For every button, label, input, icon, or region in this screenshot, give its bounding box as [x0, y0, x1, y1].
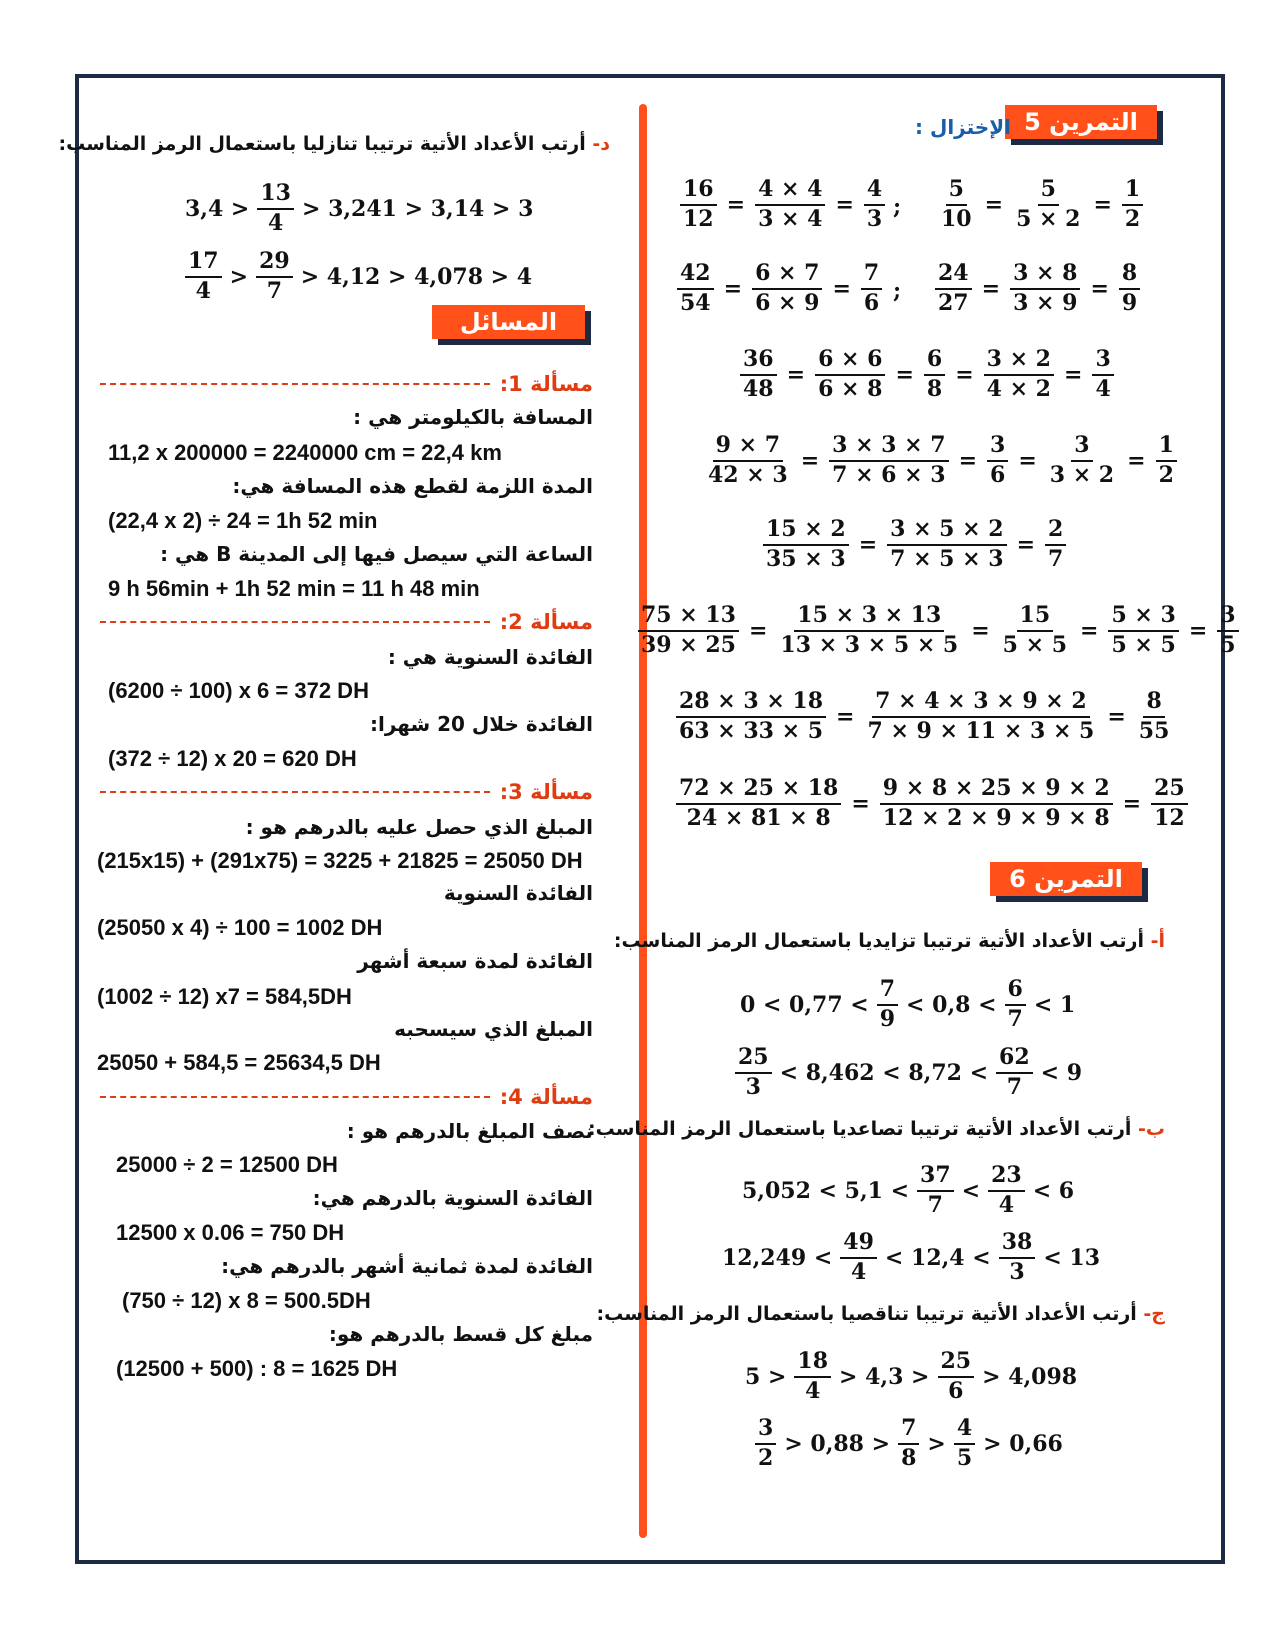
question-d: د- أرتب الأعداد الأتية ترتيبا تنازليا باستعمال الرمز المناسب: [58, 133, 610, 155]
p2-line-2: الفائدة خلال 20 شهرا: [369, 712, 593, 736]
simplification-row-8: $\frac{72 \times 25 \times 18}{24 \times 81 \times 8}$ = $\frac{9 \times 8 \times 25 \times 9 \times 2}{12 \times 2 \times 9 \times 9 \times 8}$ = $\frac{25}{12}$ [676, 775, 1188, 832]
problem-3-header: مسألة 3: [100, 780, 593, 804]
simplification-row-7: $\frac{28 \times 3 \times 18}{63 \times 33 \times 5}$ = $\frac{7 \times 4 \times 3 \times 9 \times 2}{7 \times 9 \times 11 \times 3 \times 5}$ = $\frac{8}{55}$ [676, 688, 1172, 745]
p3-line-4: المبلغ الذي سيسحبه [394, 1017, 593, 1041]
p1-line-1: المسافة بالكيلومتر هي : [353, 405, 593, 429]
separator: ; [893, 278, 902, 304]
p4-line-1: نصف المبلغ بالدرهم هو : [346, 1119, 593, 1143]
p1-line-2: المدة اللزمة لقطع هذه المسافة هي: [232, 474, 593, 498]
p1-calc-1: 11,2 x 200000 = 2240000 cm = 22,4 km [108, 440, 502, 465]
order-b-line-1: 5,052 < 5,1 < $\frac{37}{7}$ < $\frac{23}{4}$ < 6 [742, 1162, 1075, 1218]
simplification-row-1b: $\frac{5}{10}$ = $\frac{5}{5 \times 2}$ = $\frac{1}{2}$ [938, 176, 1143, 233]
p1-calc-3: 9 h 56min + 1h 52 min = 11 h 48 min [108, 576, 480, 601]
p3-calc-4: 25050 + 584,5 = 25634,5 DH [97, 1050, 381, 1075]
p2-calc-2: (372 ÷ 12) x 20 = 620 DH [108, 746, 357, 771]
p3-calc-2: (25050 x 4) ÷ 100 = 1002 DH [97, 915, 383, 940]
p4-calc-3: (750 ÷ 12) x 8 = 500.5DH [122, 1288, 371, 1313]
question-b: ب- أرتب الأعداد الأتية ترتيبا تصاعديا باستعمال الرمز المناسب: [587, 1118, 1165, 1140]
exercise-5-banner: التمرين 5 [1005, 105, 1157, 139]
p4-calc-4: (12500 + 500) : 8 = 1625 DH [116, 1356, 398, 1381]
order-b-line-2: 12,249 < $\frac{49}{4}$ < 12,4 < $\frac{38}{3}$ < 13 [722, 1229, 1101, 1285]
simplification-heading: الإختزال : [915, 115, 1011, 139]
p2-calc-1: (6200 ÷ 100) x 6 = 372 DH [108, 678, 369, 703]
order-a-line-1: 0 < 0,77 < $\frac{7}{9}$ < 0,8 < $\frac{6}{7}$ < 1 [740, 976, 1076, 1032]
problem-2-header: مسألة 2: [100, 610, 593, 634]
order-d-line-1: 3,4 > $\frac{13}{4}$ > 3,241 > 3,14 > 3 [185, 180, 534, 236]
problem-1-header: مسألة 1: [100, 372, 593, 396]
simplification-row-2a: $\frac{42}{54}$ = $\frac{6 \times 7}{6 \times 9}$ = $\frac{7}{6}$ [677, 260, 882, 317]
separator: ; [893, 194, 902, 220]
simplification-row-5: $\frac{15 \times 2}{35 \times 3}$ = $\frac{3 \times 5 \times 2}{7 \times 5 \times 3}$ = $\frac{2}{7}$ [763, 516, 1066, 573]
p3-calc-3: (1002 ÷ 12) x7 = 584,5DH [97, 984, 352, 1009]
p3-calc-1: (215x15) + (291x75) = 3225 + 21825 = 25050 DH [97, 848, 583, 873]
simplification-row-2b: $\frac{24}{27}$ = $\frac{3 \times 8}{3 \times 9}$ = $\frac{8}{9}$ [935, 260, 1140, 317]
p1-line-3: الساعة التي سيصل فيها إلى المدينة B هي : [160, 542, 593, 566]
p2-line-1: الفائدة السنوية هي : [387, 645, 593, 669]
problems-banner: المسائل [432, 305, 585, 339]
simplification-row-1a: $\frac{16}{12}$ = $\frac{4 \times 4}{3 \times 4}$ = $\frac{4}{3}$ [680, 176, 885, 233]
question-a: أ- أرتب الأعداد الأتية ترتيبا تزايديا باستعمال الرمز المناسب: [613, 930, 1165, 952]
problem-4-header: مسألة 4: [100, 1085, 593, 1109]
p3-line-2: الفائدة السنوية [443, 881, 593, 905]
simplification-row-4: $\frac{9 \times 7}{42 \times 3}$ = $\frac{3 \times 3 \times 7}{7 \times 6 \times 3}$ = $\frac{3}{6}$ = $\frac{3}{3 \times 2}$ = $\frac{1}{2}$ [705, 432, 1177, 489]
p1-calc-2: (22,4 x 2) ÷ 24 = 1h 52 min [108, 508, 378, 533]
p4-line-2: الفائدة السنوية بالدرهم هي: [312, 1186, 593, 1210]
p3-line-1: المبلغ الذي حصل عليه بالدرهم هو : [245, 815, 593, 839]
simplification-row-6: $\frac{75 \times 13}{39 \times 25}$ = $\frac{15 \times 3 \times 13}{13 \times 3 \times 5 \times 5}$ = $\frac{15}{5 \times 5}$ = $\frac{5 \times 3}{5 \times 5}$ = $\frac{3}{5}$ [638, 602, 1239, 659]
p4-calc-1: 25000 ÷ 2 = 12500 DH [116, 1152, 338, 1177]
question-c: ج- أرتب الأعداد الأتية ترتيبا تناقصيا باستعمال الرمز المناسب: [596, 1303, 1165, 1325]
p4-calc-2: 12500 x 0.06 = 750 DH [116, 1220, 345, 1245]
p4-line-4: مبلغ كل قسط بالدرهم هو: [328, 1322, 593, 1346]
order-c-line-2: $\frac{3}{2}$ > 0,88 > $\frac{7}{8}$ > $\frac{4}{5}$ > 0,66 [755, 1415, 1063, 1472]
order-d-line-2: $\frac{17}{4}$ > $\frac{29}{7}$ > 4,12 > 4,078 > 4 [185, 248, 532, 305]
p4-line-3: الفائدة لمدة ثمانية أشهر بالدرهم هي: [221, 1254, 593, 1278]
order-c-line-1: 5 > $\frac{18}{4}$ > 4,3 > $\frac{25}{6}$ > 4,098 [745, 1348, 1078, 1404]
simplification-row-3: $\frac{36}{48}$ = $\frac{6 \times 6}{6 \times 8}$ = $\frac{6}{8}$ = $\frac{3 \times 2}{4 \times 2}$ = $\frac{3}{4}$ [740, 346, 1114, 403]
exercise-6-banner: التمرين 6 [990, 862, 1142, 896]
p3-line-3: الفائدة لمدة سبعة أشهر [357, 949, 593, 973]
order-a-line-2: $\frac{25}{3}$ < 8,462 < 8,72 < $\frac{62}{7}$ < 9 [735, 1044, 1082, 1101]
